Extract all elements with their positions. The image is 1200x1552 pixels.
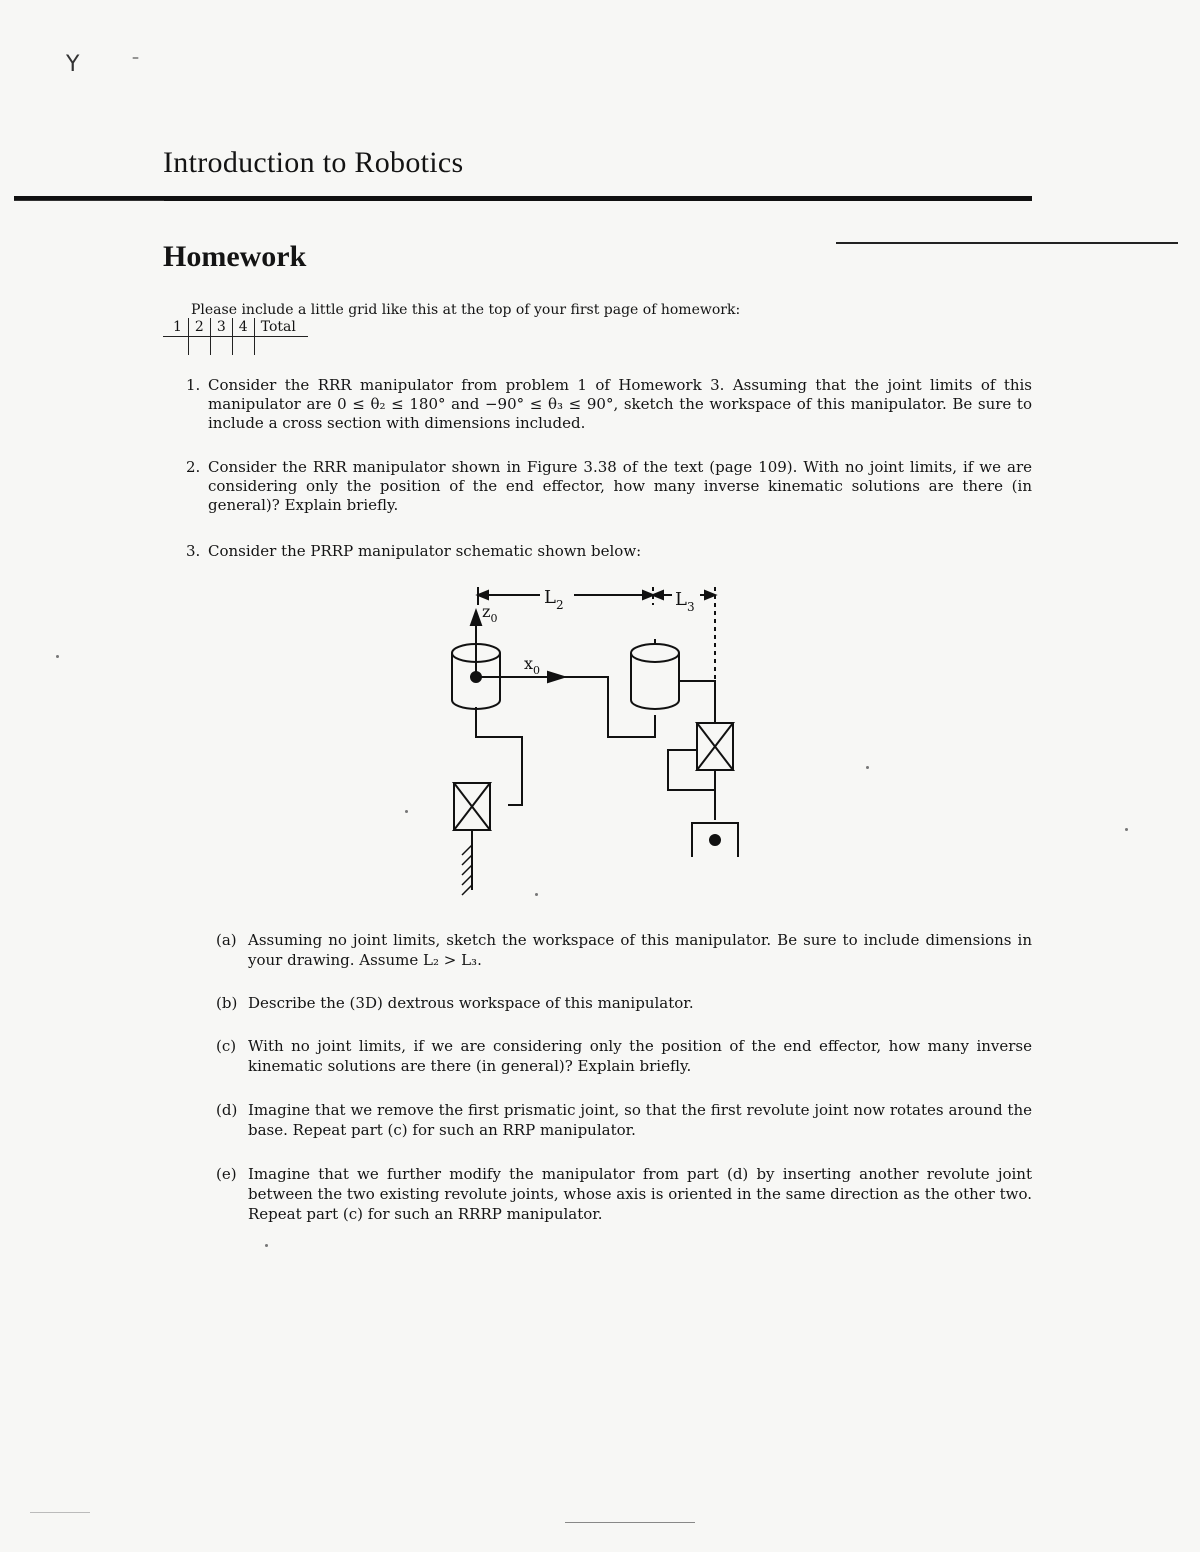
title-rule-left [14, 200, 164, 201]
subpart-a [216, 930, 1032, 970]
arrowhead [705, 591, 715, 599]
scan-speck [1125, 828, 1128, 831]
prrp-manipulator-figure [440, 575, 760, 904]
score-grid-cell [254, 337, 308, 356]
scan-speck [866, 766, 869, 769]
problem-text: Consider the RRR manipulator shown in Figure 3.38 of the text (page 109). With no joint limits, if we are considering only the position of the end effector, how many inverse kinematic solutions are there (in general)? Explain briefly. [208, 458, 1032, 514]
score-grid-col-2: 2 [188, 318, 210, 337]
score-grid-blank-row [163, 337, 308, 356]
subpart-text: Describe the (3D) dextrous workspace of this manipulator. [248, 994, 694, 1012]
scan-speck [535, 893, 538, 896]
section-rule [836, 242, 1178, 244]
scan-speck [56, 655, 59, 658]
section-title: Homework [163, 240, 307, 273]
document-title: Introduction to Robotics [163, 146, 464, 179]
z0-arrowhead [471, 611, 481, 625]
score-grid-cell [232, 337, 254, 356]
arrowhead [653, 591, 663, 599]
problem-text: Consider the RRR manipulator from problem 1 of Homework 3. Assuming that the joint limits of this manipulator are 0 ≤ θ₂ ≤ 180° and −90° ≤ θ₃ ≤ 90°, sketch the workspace of this manipulator. Be sure to include a cross section with dimensions included. [208, 376, 1032, 432]
prrp-schematic [440, 575, 760, 900]
link-3 [679, 681, 715, 723]
ground-hatch [462, 855, 472, 865]
grid-note: Please include a little grid like this at the top of your first page of homework: [191, 302, 741, 318]
ground-hatch [462, 865, 472, 875]
score-grid-col-total: Total [254, 318, 308, 337]
problem-number: 1. [186, 376, 201, 394]
subpart-text: Imagine that we further modify the manipulator from part (d) by inserting another revolute joint between the two existing revolute joints, whose axis is oriented in the same direction as the other two. Repeat part (c) for such an RRRP manipulator. [248, 1165, 1032, 1223]
arrowhead [478, 591, 488, 599]
base-origin-dot [471, 672, 481, 682]
label-L2: $L_2$ [544, 587, 564, 612]
subpart-d [216, 1100, 1032, 1140]
x0-arrowhead [548, 672, 564, 682]
subpart-label: (a) [216, 931, 237, 949]
corner-mark: Y [66, 52, 80, 77]
title-rule [14, 196, 1032, 201]
problem-1 [186, 376, 1032, 433]
score-grid-header-row [163, 318, 308, 337]
ground-hatch [462, 875, 472, 885]
label-x0: $x_0$ [524, 654, 541, 677]
score-grid [163, 318, 308, 355]
subpart-label: (c) [216, 1037, 237, 1055]
subpart-text: With no joint limits, if we are considering only the position of the end effector, how many inverse kinematic solutions are there (in general)? Explain briefly. [248, 1037, 1032, 1075]
score-grid-cell [163, 337, 188, 356]
end-effector-point [710, 835, 720, 845]
subpart-text: Assuming no joint limits, sketch the workspace of this manipulator. Be sure to include dimensions in your drawing. Assume L₂ > L₃. [248, 931, 1032, 969]
prismatic-joint-2 [697, 723, 733, 770]
ground-hatch [462, 845, 472, 855]
link-1 [476, 707, 522, 805]
score-grid-col-4: 4 [232, 318, 254, 337]
problem-3 [186, 542, 1032, 561]
problem-2 [186, 458, 1032, 515]
subpart-label: (d) [216, 1101, 238, 1119]
score-grid-cell [210, 337, 232, 356]
corner-dash: – [132, 50, 139, 66]
score-grid-cell [188, 337, 210, 356]
score-grid-col-3: 3 [210, 318, 232, 337]
subpart-label: (e) [216, 1165, 237, 1183]
subpart-label: (b) [216, 994, 238, 1012]
scan-line [30, 1512, 90, 1513]
subpart-text: Imagine that we remove the first prismatic joint, so that the first revolute joint now rotates around the base. Repeat part (c) for such an RRP manipulator. [248, 1101, 1032, 1139]
subpart-c [216, 1036, 1032, 1076]
score-grid-col-1: 1 [163, 318, 188, 337]
subpart-b [216, 993, 1032, 1013]
problem-text: Consider the PRRP manipulator schematic shown below: [208, 542, 642, 560]
subpart-e [216, 1164, 1032, 1224]
label-L3: $L_3$ [675, 589, 695, 614]
prismatic-joint-1 [454, 783, 490, 830]
problem-number: 3. [186, 542, 201, 560]
ground-hatch [462, 885, 472, 895]
scan-line [565, 1522, 695, 1523]
problem-number: 2. [186, 458, 201, 476]
revolute-joint-2-top [631, 644, 679, 662]
label-z0: $z_0$ [482, 602, 498, 625]
scan-speck [265, 1244, 268, 1247]
scan-speck [405, 810, 408, 813]
